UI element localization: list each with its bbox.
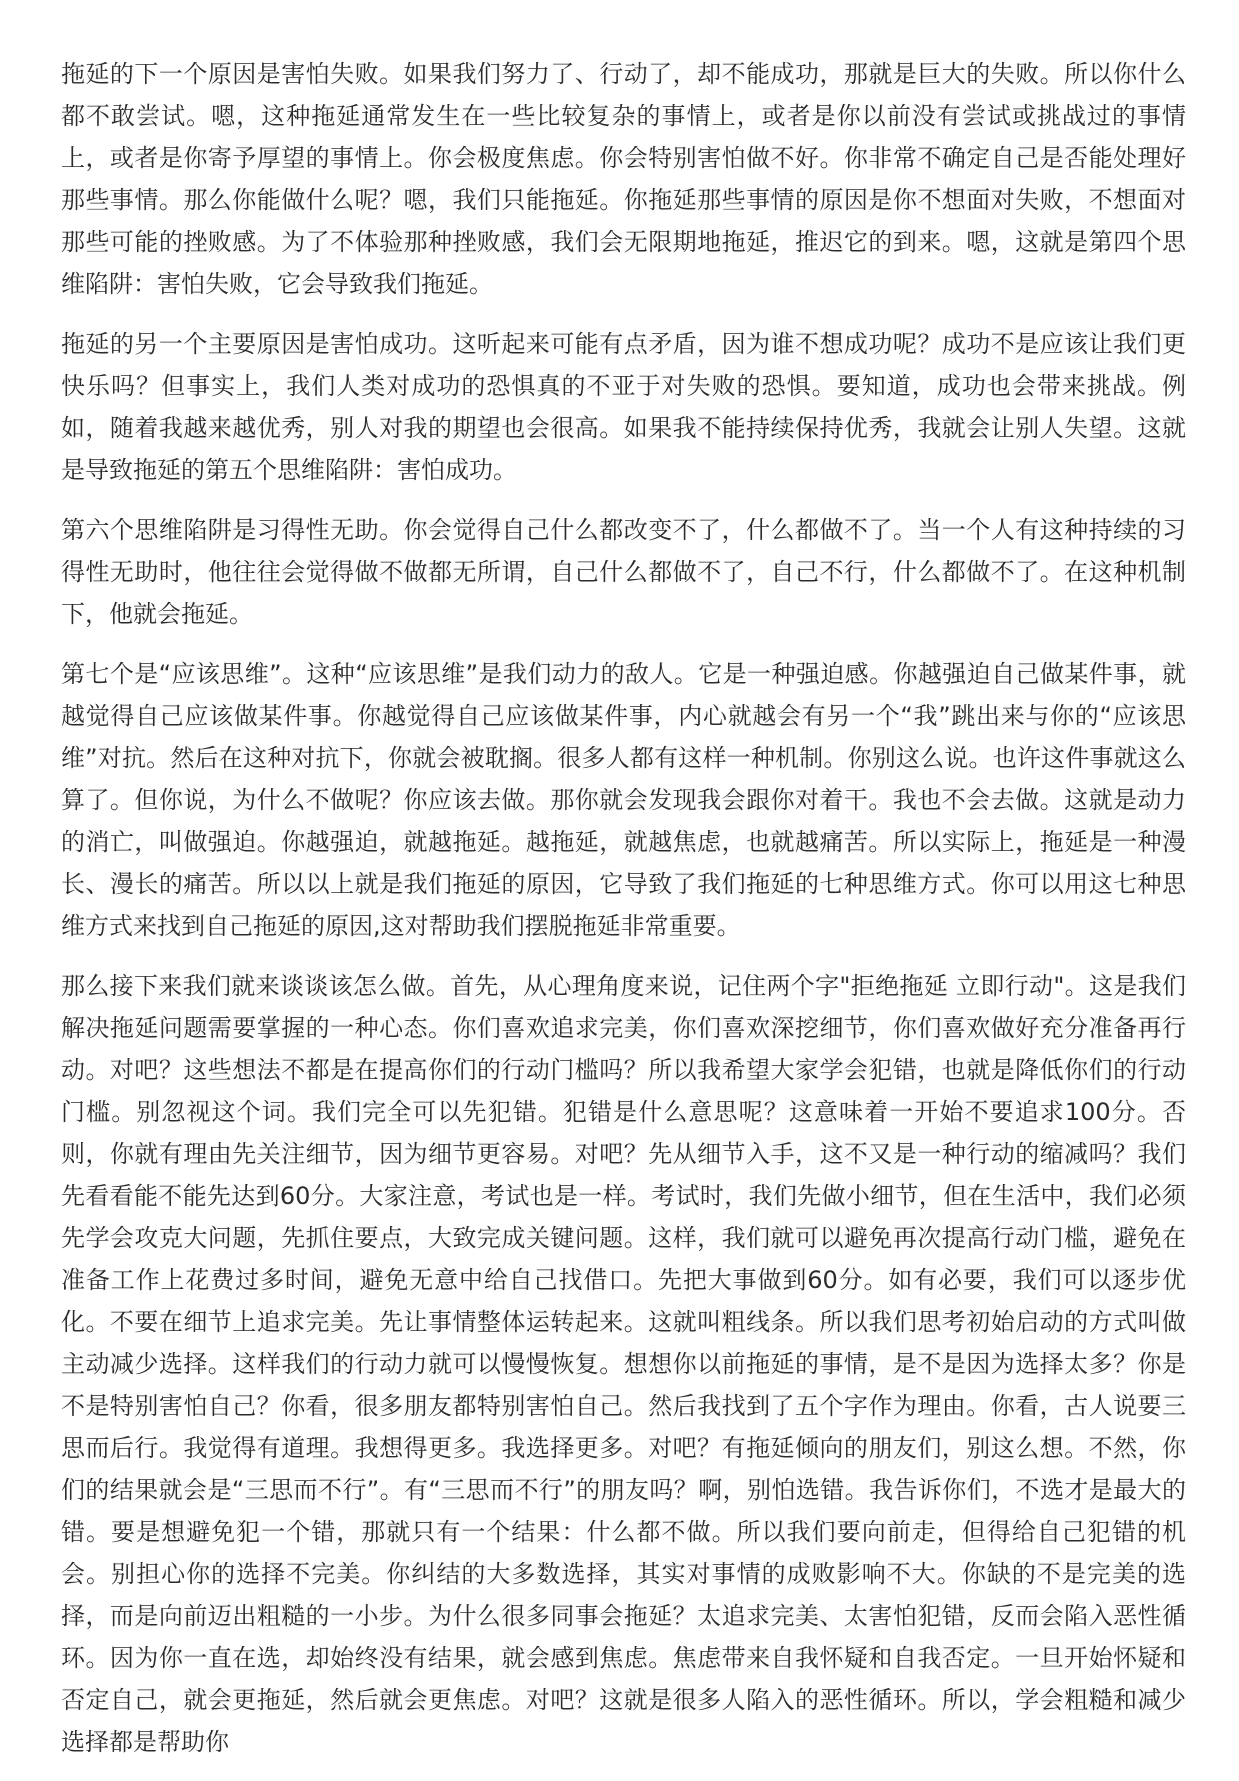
paragraph-fear-of-failure: 拖延的下一个原因是害怕失败。如果我们努力了、行动了，却不能成功，那就是巨大的失败。所以你什么都不敢尝试。嗯，这种拖延通常发生在一些比较复杂的事情上，或者是你以前没有尝试或挑战过的事情上，或者是你寄予厚望的事情上。你会极度焦虑。你会特别害怕做不好。你非常不确定自己是否能处理好那些事情。那么你能做什么呢？嗯，我们只能拖延。你拖延那些事情的原因是你不想面对失败，不想面对那些可能的挫败感。为了不体验那种挫败感，我们会无限期地拖延，推迟它的到来。嗯，这就是第四个思维陷阱：害怕失败，它会导致我们拖延。 <box>61 60 1186 298</box>
paragraph-fear-of-success: 拖延的另一个主要原因是害怕成功。这听起来可能有点矛盾，因为谁不想成功呢？成功不是应该让我们更快乐吗？但事实上，我们人类对成功的恐惧真的不亚于对失败的恐惧。要知道，成功也会带来挑战。例如，随着我越来越优秀，别人对我的期望也会很高。如果我不能持续保持优秀，我就会让别人失望。这就是导致拖延的第五个思维陷阱：害怕成功。 <box>61 330 1186 484</box>
paragraph-what-to-do: 那么接下来我们就来谈谈该怎么做。首先，从心理角度来说，记住两个字"拒绝拖延 立即行动"。这是我们解决拖延问题需要掌握的一种心态。你们喜欢追求完美，你们喜欢深挖细节，你们喜欢做好充分准备再行动。对吧？这些想法不都是在提高你们的行动门槛吗？所以我希望大家学会犯错，也就是降低你们的行动门槛。别忽视这个词。我们完全可以先犯错。犯错是什么意思呢？这意味着一开始不要追求100分。否则，你就有理由先关注细节，因为细节更容易。对吧？先从细节入手，这不又是一种行动的缩减吗？我们先看看能不能先达到60分。大家注意，考试也是一样。考试时，我们先做小细节，但在生活中，我们必须先学会攻克大问题，先抓住要点，大致完成关键问题。这样，我们就可以避免再次提高行动门槛，避免在准备工作上花费过多时间，避免无意中给自己找借口。先把大事做到60分。如有必要，我们可以逐步优化。不要在细节上追求完美。先让事情整体运转起来。这就叫粗线条。所以我们思考初始启动的方式叫做主动减少选择。这样我们的行动力就可以慢慢恢复。想想你以前拖延的事情，是不是因为选择太多？你是不是特别害怕自己？你看，很多朋友都特别害怕自己。然后我找到了五个字作为理由。你看，古人说要三思而后行。我觉得有道理。我想得更多。我选择更多。对吧？有拖延倾向的朋友们，别这么想。不然，你们的结果就会是“三思而不行”。有“三思而不行”的朋友吗？啊，别怕选错。我告诉你们，不选才是最大的错。要是想避免犯一个错，那就只有一个结果：什么都不做。所以我们要向前走，但得给自己犯错的机会。别担心你的选择不完美。你纠结的大多数选择，其实对事情的成败影响不大。你缺的不是完美的选择，而是向前迈出粗糙的一小步。为什么很多同事会拖延？太追求完美、太害怕犯错，反而会陷入恶性循环。因为你一直在选，却始终没有结果，就会感到焦虑。焦虑带来自我怀疑和自我否定。一旦开始怀疑和否定自己，就会更拖延，然后就会更焦虑。对吧？这就是很多人陷入的恶性循环。所以，学会粗糙和减少选择都是帮助你 <box>61 972 1186 1756</box>
paragraph-should-thinking: 第七个是“应该思维”。这种“应该思维”是我们动力的敌人。它是一种强迫感。你越强迫自己做某件事，就越觉得自己应该做某件事。你越觉得自己应该做某件事，内心就越会有另一个“我”跳出来与你的“应该思维”对抗。然后在这种对抗下，你就会被耽搁。很多人都有这样一种机制。你别这么说。也许这件事就这么算了。但你说，为什么不做呢？你应该去做。那你就会发现我会跟你对着干。我也不会去做。这就是动力的消亡，叫做强迫。你越强迫，就越拖延。越拖延，就越焦虑，也就越痛苦。所以实际上，拖延是一种漫长、漫长的痛苦。所以以上就是我们拖延的原因，它导致了我们拖延的七种思维方式。你可以用这七种思维方式来找到自己拖延的原因,这对帮助我们摆脱拖延非常重要。 <box>61 660 1186 940</box>
document-page <box>61 53 1186 1781</box>
paragraph-learned-helplessness: 第六个思维陷阱是习得性无助。你会觉得自己什么都改变不了，什么都做不了。当一个人有这种持续的习得性无助时，他往往会觉得做不做都无所谓，自己什么都做不了，自己不行，什么都做不了。在这种机制下，他就会拖延。 <box>61 516 1186 628</box>
